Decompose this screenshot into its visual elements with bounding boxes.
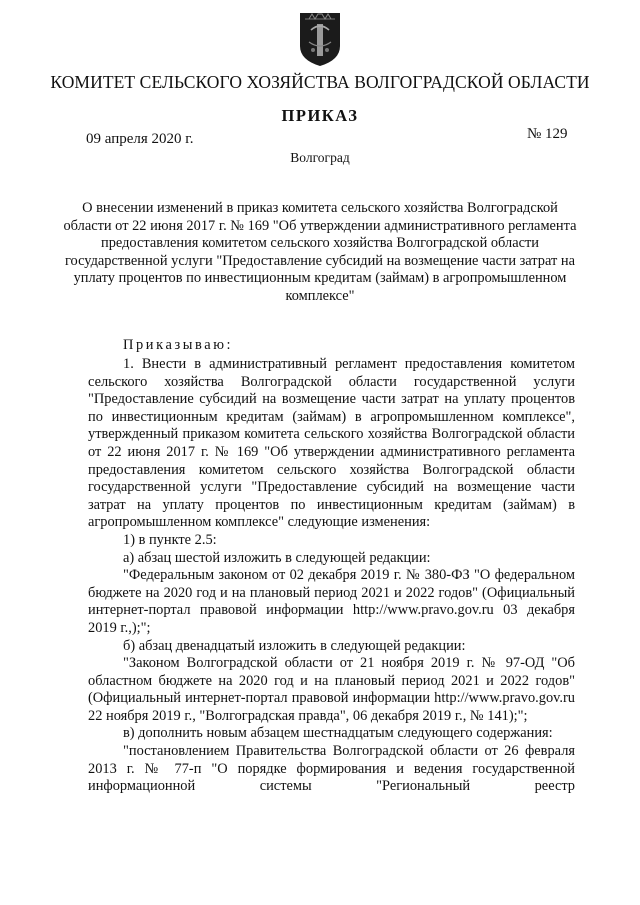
paragraph: а) абзац шестой изложить в следующей редакции: xyxy=(123,549,431,566)
committee-name: КОМИТЕТ СЕЛЬСКОГО ХОЗЯЙСТВА ВОЛГОГРАДСКОЙ ОБЛАСТИ xyxy=(50,72,590,92)
document-body xyxy=(88,356,575,796)
paragraph: 1) в пункте 2.5: xyxy=(123,531,217,548)
document-subject: О внесении изменений в приказ комитета сельского хозяйства Волгоградской области от 22 июня 2017 г. № 169 "Об утверждении административного регламента предоставления комитетом сельского хозяйства Волгоградской области государственной услуги "Предоставление субсидий на возмещение части затрат на уплату процентов по инвестиционным кредитам (займам) в агропромышленном комплексе" xyxy=(63,200,577,304)
document-number: № 129 xyxy=(527,126,568,142)
paragraph: "постановлением Правительства Волгоградской области от 26 февраля 2013 г. № 77-п "О порядке формирования и ведения государственной информационной системы "Региональный реестр xyxy=(88,743,575,795)
orders-word: Приказываю: xyxy=(123,337,234,353)
document-date: 09 апреля 2020 г. xyxy=(86,131,194,147)
paragraph: "Федеральным законом от 02 декабря 2019 г. № 380-ФЗ "О федеральном бюджете на 2020 год и на плановый период 2021 и 2022 годов" (Официальный интернет-портал правовой информации http://www.pravo.gov.ru 03 декабря 2019 г.,);"; xyxy=(88,567,575,636)
paragraph: "Законом Волгоградской области от 21 ноября 2019 г. № 97-ОД "Об областном бюджете на 2020 год и на плановый период 2021 и 2022 годов" (Официальный интернет-портал правовой информации http://www.pravo.gov.ru 22 ноября 2019 г., "Волгоградская правда", 06 декабря 2019 г., № 141);"; xyxy=(88,655,575,724)
document-type-title: ПРИКАЗ xyxy=(281,106,359,125)
document-city: Волгоград xyxy=(290,150,350,165)
paragraph: б) абзац двенадцатый изложить в следующей редакции: xyxy=(123,637,466,654)
paragraph: 1. Внести в административный регламент предоставления комитетом сельского хозяйства Волгоградской области государственной услуги "Предоставление субсидий на возмещение части затрат на уплату процентов по инвестиционным кредитам (займам) в агропромышленном комплексе", утвержденный приказом комитета сельского хозяйства Волгоградской области от 22 июня 2017 г. № 169 "Об утверждении административного регламента предоставления комитетом сельского хозяйства Волгоградской области государственной услуги "Предоставление субсидий на возмещение части затрат на уплату процентов по инвестиционным кредитам (займам) в агропромышленном комплексе" следующие изменения: xyxy=(88,356,575,531)
paragraph: в) дополнить новым абзацем шестнадцатым следующего содержания: xyxy=(123,725,553,742)
coat-of-arms-icon xyxy=(297,10,343,68)
